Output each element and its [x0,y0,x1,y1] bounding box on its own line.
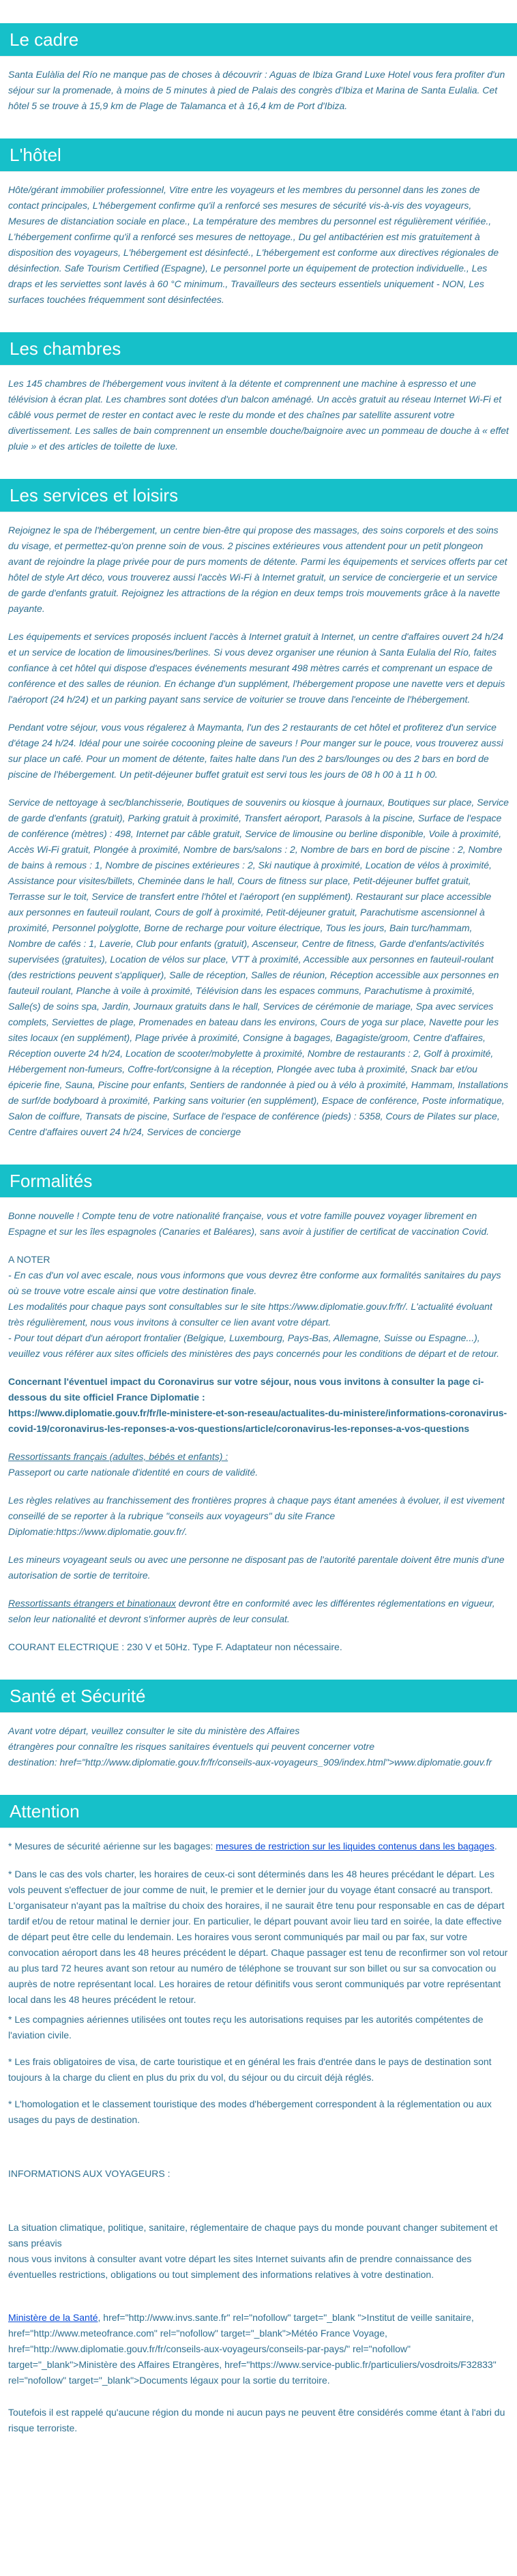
paragraph-text: . [494,1841,497,1852]
paragraph: Les 145 chambres de l'hébergement vous invitent à la détente et comprennent une machine à espresso et une télévision à écran plat. Les chambres sont dotées d'un balcon aménagé. Un accès gratuit au réseau Internet Wi-Fi et câblé vous permet de rester en contact avec le reste du monde et des chaînes par satellite assurent votre divertissement. Les salles de bain comprennent un ensemble douche/baignoire avec un pommeau de douche à « effet pluie » et des articles de toilette de luxe. [8,378,509,452]
paragraph: * L'homologation et le classement touristique des modes d'hébergement correspondent à la réglementation ou aux usages du pays de destination. [8,2098,492,2125]
paragraph: INFORMATIONS AUX VOYAGEURS : [8,2168,171,2179]
ministere-sante-link[interactable]: Ministère de la Santé [8,2312,98,2323]
paragraph: * Les compagnies aériennes utilisées ont toutes reçu les autorisations requises par les autorités compétentes de l'aviation civile. [8,2014,484,2040]
section-body [0,1839,517,2436]
section-title: Attention [0,1795,517,1828]
paragraph: Bonne nouvelle ! Compte tenu de votre nationalité française, vous et votre famille pouvez voyager librement en Espagne et sur les îles espagnoles (Canaries et Baléares), sans avoir à justifier de certificat de vaccination Covid. [8,1210,490,1237]
section-hotel [0,114,517,308]
paragraph-text: devront être en conformité avec les différentes réglementations en vigueur, selon leur nationalité et devront s'informer auprès de leur consulat. [8,1598,495,1624]
section-sante [0,1655,517,1770]
section-services [0,454,517,1140]
section-cadre [0,0,517,114]
section-body [0,1208,517,1655]
paragraph: Les règles relatives au franchissement des frontières propres à chaque pays étant amenées à évoluer, il est vivement conseillé de se reporter à la rubrique "conseils aux voyageurs" du site France Diplomatie:https://www.diplomatie.gouv.fr/. [8,1495,505,1537]
section-body [0,523,517,1140]
section-body [0,182,517,308]
section-formalites [0,1140,517,1655]
label-ressortissants-etrangers: Ressortissants étrangers et binationaux [8,1598,176,1609]
section-attention [0,1770,517,2436]
paragraph: Rejoignez le spa de l'hébergement, un centre bien-être qui propose des massages, des soins corporels et des soins du visage, et permettez-qu'on prenne soin de vous. 2 piscines extérieures vous attendent pour un petit plongeon avant de rejoindre la plage privée pour de purs moments de détente. Parmi les équipements et services offerts par cet hôtel de style Art déco, vous trouverez aussi l'accès Wi-Fi à Internet gratuit, un service de conciergerie et un service de garde d'enfants gratuit. Rejoignez les attractions de la région en deux temps trois mouvements grâce à la navette payante. [8,525,507,614]
section-title: Formalités [0,1165,517,1197]
paragraph: Pendant votre séjour, vous vous régalerez à Maymanta, l'un des 2 restaurants de cet hôtel et profiterez d'un service d'étage 24 h/24. Idéal pour une soirée cocooning pleine de saveurs ! Pour manger sur le pouce, vous trouverez aussi sur place un café. Pour un moment de détente, faites halte dans l'un des 2 bars/lounges ou des 2 bars en bord de piscine de l'hébergement. Un petit-déjeuner buffet gratuit est servi tous les jours de 08 h 00 à 11 h 00. [8,722,503,780]
paragraph: COURANT ELECTRIQUE : 230 V et 50Hz. Type F. Adaptateur non nécessaire. [8,1641,342,1652]
paragraph: * Les frais obligatoires de visa, de carte touristique et en général les frais d'entrée dans le pays de destination sont toujours à la charge du client en plus du prix du vol, du séjour ou du circuit déjà réglés. [8,2056,492,2083]
section-title: Les services et loisirs [0,479,517,512]
paragraph: Santa Eulàlia del Río ne manque pas de choses à découvrir : Aguas de Ibiza Grand Luxe Hotel vous fera profiter d'un séjour sur la promenade, à moins de 5 minutes à pied de Palais des congrès d'Ibiza et Marina de Santa Eulalia. Cet hôtel 5 se trouve à 15,9 km de Plage de Talamanca et à 16,4 km de Port d'Ibiza. [8,69,505,111]
section-chambres [0,308,517,454]
paragraph: Les mineurs voyageant seuls ou avec une personne ne disposant pas de l'autorité parentale doivent être munis d'une autorisation de sortie de territoire. [8,1554,505,1581]
section-body [0,1723,517,1770]
paragraph: Les équipements et services proposés incluent l'accès à Internet gratuit à Internet, un centre d'affaires ouvert 24 h/24 et un service de location de limousines/berlines. Si vous devez organiser une réunion à Santa Eulalia del Río, faites confiance à cet hôtel qui dispose d'espaces événements mesurant 498 mètres carrés et comprenant un espace de conférence et des salles de réunion. En échange d'un supplément, l'hébergement propose une navette vers et depuis l'aéroport (24 h/24) et un parking payant sans service de voiturier se trouve dans l'enceinte de l'hébergement. [8,631,505,705]
section-body [0,67,517,114]
paragraph: Toutefois il est rappelé qu'aucune région du monde ni aucun pays ne peuvent être considérés comme étant à l'abri du risque terroriste. [8,2407,505,2433]
paragraph-text: , href="http://www.invs.sante.fr" rel="nofollow" target="_blank ">Institut de veille sanitaire, href="http://www.meteofrance.com" rel="nofollow" target="_blank">Météo France Voyage, href="http://www.diplomatie.gouv.fr/fr/conseils-aux-voyageurs/conseils-par-pays/" rel="nofollow" target="_blank">Ministère des Affaires Etrangères, href="https://www.service-public.fr/particuliers/vosdroits/F32833" rel="nofollow" target="_blank">Documents légaux pour la sortie du territoire. [8,2312,497,2386]
paragraph: La situation climatique, politique, sanitaire, réglementaire de chaque pays du monde pouvant changer subitement et sans préavis nous vous invitons à consulter avant votre départ les sites Internet suivants afin de prendre connaissance des éventuelles restrictions, obligations ou tout simplement des informations relatives à votre destination. [8,2222,498,2280]
paragraph: Avant votre départ, veuillez consulter le site du ministère des Affaires étrangères pour connaître les risques sanitaires éventuels qui peuvent concerner votre destination: href="http://www.diplomatie.gouv.fr/fr/conseils-aux-voyageurs_909/index.html">www.diplomatie.gouv.fr [8,1725,492,1768]
paragraph-bold: Concernant l'éventuel impact du Coronavirus sur votre séjour, nous vous invitons à consulter la page ci-dessous du site officiel France Diplomatie : https://www.diplomatie.gouv.fr/fr/le-ministere-et-son-reseau/actualites-du-ministere/informations-coronavirus-covid-19/coronavirus-les-reponses-a-vos-questions/article/coronavirus-les-reponses-a-vos-questions [8,1376,507,1434]
section-title: Les chambres [0,332,517,365]
label-ressortissants-francais: Ressortissants français (adultes, bébés et enfants) : [8,1451,228,1462]
paragraph: Passeport ou carte nationale d'identité en cours de validité. [8,1467,258,1478]
section-title: Santé et Sécurité [0,1680,517,1712]
paragraph [8,1839,509,1854]
paragraph: Service de nettoyage à sec/blanchisserie, Boutiques de souvenirs ou kiosque à journaux, Boutiques sur place, Service de garde d'enfants (gratuit), Parking gratuit à proximité, Transfert aéroport, Parasols à la piscine, Surface de l'espace de conférence (mètres) : 498, Internet par câble gratuit, Service de limousine ou berline disponible, Voile à proximité, Accès Wi-Fi gratuit, Plongée à proximité, Nombre de bars/salons : 2, Nombre de bars en bord de piscine : 2, Nombre de bains à remous : 1, Nombre de piscines extérieures : 2, Ski nautique à proximité, Location de vélos à proximité, Assistance pour visites/billets, Cheminée dans le hall, Cours de fitness sur place, Petit-déjeuner buffet gratuit, Terrasse sur le toit, Service de transfert entre l'hôtel et l'aéroport (en supplément). Restaurant sur place accessible aux personnes en fauteuil roulant, Cours de golf à proximité, Petit-déjeuner gratuit, Parachutisme ascensionnel à proximité, Personnel polyglotte, Borne de recharge pour voiture électrique, Tous les jours, Bain turc/hammam, Nombre de cafés : 1, Laverie, Club pour enfants (gratuit), Ascenseur, Centre de fitness, Garde d'enfants/activités supervisées (gratuites), Location de vélos sur place, VTT à proximité, Accessible aux personnes en fauteuil-roulant (des restrictions peuvent s'appliquer), Salle de réception, Salles de réunion, Réception accessible aux personnes en fauteuil roulant, Planche à voile à proximité, Télévision dans les espaces communs, Parachutisme à proximité, Salle(s) de soins spa, Jardin, Journaux gratuits dans le hall, Services de cérémonie de mariage, Spa avec services complets, Serviettes de plage, Promenades en bateau dans les environs, Cours de yoga sur place, Navette pour les sites locaux (en supplément), Plage privée à proximité, Consigne à bagages, Bagagiste/groom, Centre d'affaires, Réception ouverte 24 h/24, Location de scooter/mobylette à proximité, Nombre de restaurants : 2, Golf à proximité, Hébergement non-fumeurs, Coffre-fort/consigne à la réception, Plongée avec tuba à proximité, Snack bar et/ou épicerie fine, Sauna, Piscine pour enfants, Sentiers de randonnée à pied ou à vélo à proximité, Hammam, Installations de surf/de bodyboard à proximité, Parking sans voiturier (en supplément), Espace de conférence, Poste informatique, Salon de coiffure, Transats de piscine, Surface de l'espace de conférence (pieds) : 5358, Cours de Pilates sur place, Centre d'affaires ouvert 24 h/24, Services de concierge [8,797,509,1137]
section-body [0,376,517,454]
paragraph: * Dans le cas des vols charter, les horaires de ceux-ci sont déterminés dans les 48 heures précédant le départ. Les vols peuvent s'effectuer de jour comme de nuit, le premier et le dernier jour du voyage étant consacré au transport. L'organisateur n'ayant pas la maîtrise du choix des horaires, il ne saurait être tenu pour responsable en cas de départ tardif et/ou de retour matinal le dernier jour. En particulier, le départ pouvant avoir lieu tard en soirée, la date effective de départ peut être celle du lendemain. Les horaires vous seront communiqués par mail ou par fax, sur votre convocation aéroport dans les 48 heures précédent le départ. Chaque passager est tenu de reconfirmer son vol retour au plus tard 72 heures avant son retour au numéro de téléphone se trouvant sur son billet ou sur sa convocation ou auprès de notre représentant local. Les horaires de retour définitifs vous seront communiqués par votre représentant local dans les 48 heures précédent le retour. [8,1869,508,2005]
section-title: Le cadre [0,23,517,56]
note-heading: A NOTER [8,1254,50,1265]
paragraph [8,2310,509,2388]
section-title: L'hôtel [0,138,517,171]
paragraph: - En cas d'un vol avec escale, nous vous informons que vous devrez être conforme aux formalités sanitaires du pays où se trouve votre escale ainsi que votre destination finale. Les modalités pour chaque pays sont consultables sur le site https://www.diplomatie.gouv.fr/fr/. L'actualité évoluant très régulièrement, nous vous invitons à consulter ce lien avant votre départ. - Pour tout départ d'un aéroport frontalier (Belgique, Luxembourg, Pays-Bas, Allemagne, Suisse ou Espagne...), veuillez vous référer aux sites officiels des ministères des pays concernés pour les conditions de départ et de retour. [8,1270,501,1359]
liquids-restriction-link[interactable]: mesures de restriction sur les liquides contenus dans les bagages [216,1841,494,1852]
paragraph-text: * Mesures de sécurité aérienne sur les bagages: [8,1841,216,1852]
paragraph [8,1596,509,1627]
paragraph: Hôte/gérant immobilier professionnel, Vitre entre les voyageurs et les membres du personnel dans les zones de contact principales, L'hébergement confirme qu'il a renforcé ses mesures de sécurité vis-à-vis des voyageurs, Mesures de distanciation sociale en place., La température des membres du personnel est régulièrement vérifiée., L'hébergement confirme qu'il a renforcé ses mesures de nettoyage., Du gel antibactérien est mis gratuitement à disposition des voyageurs, L'hébergement est désinfecté., L'hébergement est conforme aux directives régionales de désinfection. Safe Tourism Certified (Espagne), Le personnel porte un équipement de protection individuelle., Les draps et les serviettes sont lavés à 60 °C minimum., Travailleurs des secteurs essentiels uniquement - NON, Les surfaces touchées fréquemment sont désinfectées. [8,184,499,305]
